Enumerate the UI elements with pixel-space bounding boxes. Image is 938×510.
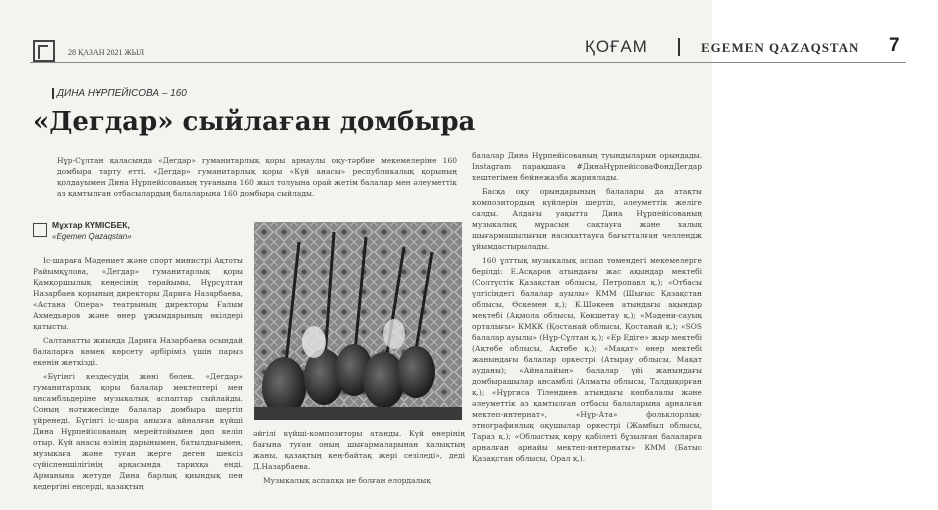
issue-date: 28 ҚАЗАН 2021 ЖЫЛ	[68, 48, 145, 57]
paragraph: 160 ұлттық музыкалық аспап төмендегі мекемелерге берілді: Е.Асқаров атындағы жас ақындар мектебі (Солтүстік Қазақстан облысы, Петропавл қ.); «Отбасы үлгісіндегі балалар ауылы» КММ (Шығыс Қазақстан облысы, Өскемен қ.); К.Шәкеев атындағы ақындар мектебі (Ақмола облысы, Көкшетау қ.); «Мәдени-сауық орталығы» КМКК (Қостанай облысы, Қостанай қ.); «SOS балалар ауылы» (Нұр-Сұлтан қ.); «Ер Едіге» жыр мектебі (Ақтөбе облысы, Ақтөбе қ.); «Мақат» өнер мектебі жанындағы балалар оркестрі (Атырау облысы, Мақат ауданы); «Айналайын» балалар үйі жанындағы домбырашылар ансамблі (Алматы облысы, Талдықорған қ.); «Нұргиса Тілендиев атындағы көпбалалы және әлеуметтік аз қамтылған отбасы балаларына арналған мектеп-интернат», «Нұр-Ата» фольклорлық-этнографиялық оқушылар оркестрі (Жамбыл облысы, Тараз қ.); «Облыстық көру қабілеті бұзылған балаларға арналған арнайы мектеп-интернаты» КММ (Батыс Қазақстан облысы, Орал қ.).	[472, 256, 702, 463]
newspaper-name: EGEMEN QAZAQSTAN	[701, 40, 860, 55]
article-column-3	[472, 150, 702, 495]
paragraph: Басқа оқу орындарының балалары да атақты композитордың күйлерін шертіп, әлеуметтік желіге салды. Алдағы уақытта Дина Нұрпейісованың музыкалық мұрасын сақтауға және халық шығармашылығын насихаттауға бағытталған челлендж ұйымдастырылады.	[472, 187, 702, 251]
article-photo	[254, 222, 462, 420]
article-headline: «Дегдар» сыйлаған домбыра	[33, 107, 476, 137]
kicker-bar	[52, 88, 54, 99]
dombra-photo-image	[254, 222, 462, 420]
page-number: 7	[889, 35, 900, 56]
paragraph: Салтанатты жиында Дариға Назарбаева осындай балаларға көмек көрсету әрбіріміз үшін парыз екенін жеткізді.	[33, 336, 243, 367]
paragraph: «Бүгінгі кездесудің жөні бөлек. «Дегдар» гуманитарлық қоры балалар мектептері мен ансамбльдеріне музыкалық аспаптар сыйлайды. Соның нәтижесінде балалар домбыра шертіп үйренеді. Бүгінгі іс-шара анызға айналған күйші Дина Нұрпейісованың мерейтойымен дөп келіп отыр. Күй анасы өзінің дарынымен, батылдығымен, музыкаға және туған жерге деген шексіз сүйіспеншілігінің арқасында тарихқа енді. Арманына жетуде Дина барлық қиындық пен кедергіні еңсерді, қазақтың	[33, 372, 243, 491]
paragraph: әйгілі күйші-композиторы атанды. Күй өнерінің бағына туған оның шығармаларынан халықтың жаны, қазақтың кең-байтақ жері сезіледі», деді Д.Назарбаева.	[253, 429, 465, 471]
article-author: Мұхтар КҮМІСБЕК,	[52, 220, 130, 230]
header-divider	[678, 38, 680, 56]
article-lead: Нұр-Сұлтан қаласында «Дегдар» гуманитарлық қоры арнаулы оқу-тәрбие мекемелеріне 160 домбыра тарту етті. «Дегдар» гуманитарлық қоры «Күй анасы» республикалық қорының қолдауымен Дина Нұрпейісованың туғанына 160 жыл толуына орай жетім балалар мен әлеуметтік аз қамтылған отбасылардың балаларына 160 домбыра сыйлады.	[57, 156, 457, 198]
article-column-1	[33, 255, 243, 495]
header-rule	[30, 62, 906, 63]
article-kicker: ДИНА НҰРПЕЙІСОВА – 160	[57, 88, 187, 99]
paragraph: Іс-шараға Мәдениет және спорт министрі Ақтоты Райымқұлова, «Дегдар» гуманитарлық қоры Қамқоршылық кеңесінің төрайымы, Нұрсұлтан Назарбаев қорының директоры Дариға Назарбаева, «Астана Опера» театрының директоры Ғалым Ахмедьяров және өнер ұжымдарының өкілдері қатысты.	[33, 256, 243, 331]
paragraph: Музыкалық аспапқа ие болған елордалық	[263, 476, 431, 485]
newspaper-logo-icon	[33, 40, 55, 62]
paragraph: балалар Дина Нұрпейісованың туындыларын орындады. Instagram парақшаға #ДинаНұрпейісоваФондДегдар хештегімен бейнежазба жариялады.	[472, 151, 702, 182]
section-title: ҚОҒАМ	[585, 37, 648, 56]
author-logo-icon	[33, 223, 47, 237]
article-column-2	[253, 428, 465, 498]
author-publication: «Egemen Qazaqstan»	[52, 232, 132, 241]
